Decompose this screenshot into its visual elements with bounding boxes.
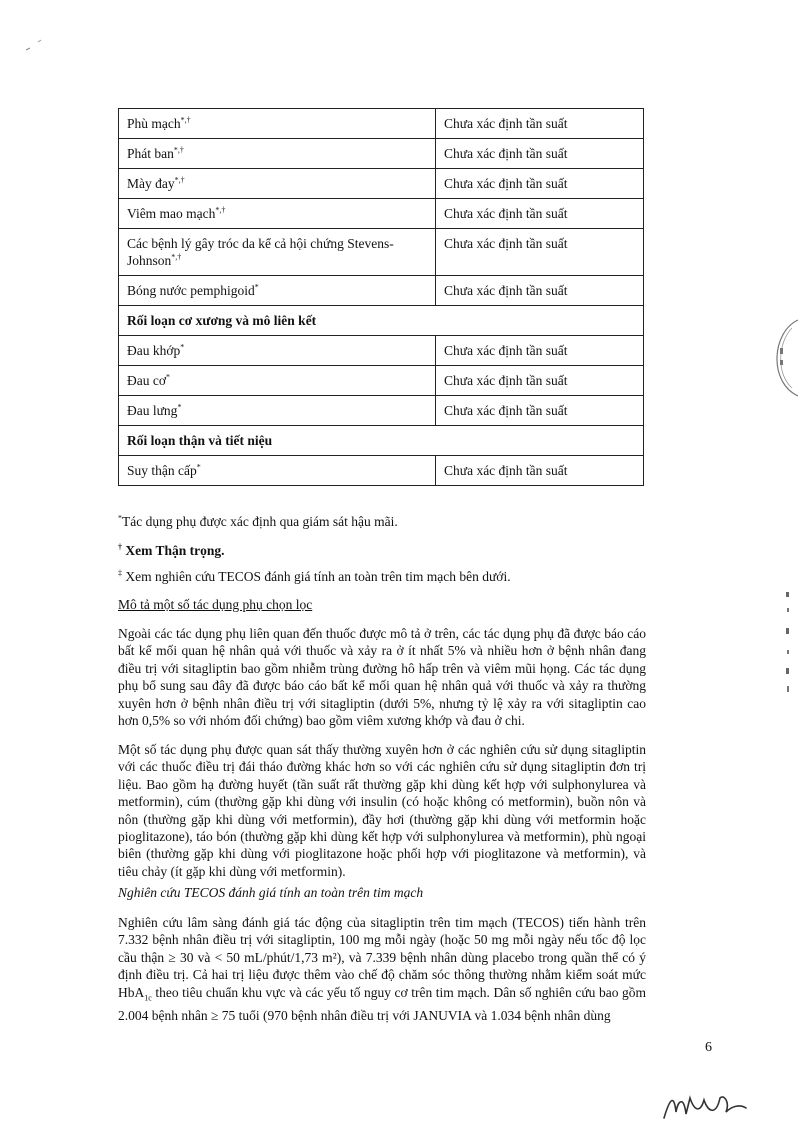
adverse-effect-cell bbox=[119, 336, 436, 366]
adverse-effect-cell bbox=[119, 139, 436, 169]
adverse-effect-cell bbox=[119, 169, 436, 199]
frequency-cell: Chưa xác định tần suất bbox=[436, 229, 644, 276]
tecos-text-part-b: theo tiêu chuẩn khu vực và các yếu tố nguy cơ trên tim mạch. Dân số nghiên cứu bao gồm 2.004 bệnh nhân ≥ 75 tuổi (970 bệnh nhân điều trị với JANUVIA và 1.034 bệnh nhân dùng bbox=[118, 984, 646, 1023]
adverse-effect-label: Suy thận cấp bbox=[127, 463, 197, 478]
adverse-effect-label: Đau lưng bbox=[127, 403, 178, 418]
footnote-post-marketing bbox=[118, 513, 398, 530]
adverse-effect-cell bbox=[119, 276, 436, 306]
frequency-cell: Chưa xác định tần suất bbox=[436, 139, 644, 169]
section-title: Rối loạn thận và tiết niệu bbox=[119, 426, 644, 456]
corner-scan-marks bbox=[24, 38, 54, 58]
tecos-text-part-a: Nghiên cứu lâm sàng đánh giá tác động của sitagliptin trên tim mạch (TECOS) tiến hành trên 7.332 bệnh nhân điều trị với sitagliptin, 100 mg mỗi ngày (hoặc 50 mg mỗi ngày nếu tốc độ lọc cầu thận ≥ 30 và < 50 mL/phút/1,73 m²), và 7.339 bệnh nhân dùng placebo trong quần thể có ý định điều trị. Cả hai trị liệu được thêm vào chế độ chăm sóc thông thường nhằm kiểm soát mức bbox=[118, 915, 646, 983]
footnote-tecos bbox=[118, 568, 511, 585]
frequency-cell: Chưa xác định tần suất bbox=[436, 366, 644, 396]
adverse-effect-cell bbox=[119, 229, 436, 276]
table-row bbox=[119, 366, 644, 396]
adverse-effect-label: Phù mạch bbox=[127, 116, 181, 131]
adverse-effect-label: Các bệnh lý gây tróc da kể cả hội chứng Stevens-Johnson bbox=[127, 236, 394, 268]
footnote-mark-double-dagger: ‡ bbox=[118, 568, 122, 578]
footnote-reference: *,† bbox=[174, 175, 185, 185]
table-section-row bbox=[119, 306, 644, 336]
stamp-fragment-image bbox=[762, 318, 800, 398]
frequency-cell: Chưa xác định tần suất bbox=[436, 199, 644, 229]
footnote-reference: *,† bbox=[180, 115, 191, 125]
footnote-reference: *,† bbox=[215, 205, 226, 215]
footnote-reference: * bbox=[180, 342, 185, 352]
frequency-cell: Chưa xác định tần suất bbox=[436, 456, 644, 486]
paragraph-tecos-study bbox=[118, 914, 646, 1024]
adverse-effect-label: Đau cơ bbox=[127, 373, 166, 388]
paragraph-combination-therapy-effects: Một số tác dụng phụ được quan sát thấy thường xuyên hơn ở các nghiên cứu sử dụng sitagliptin với các thuốc điều trị đái tháo đường khác hơn so với các nghiên cứu sử dụng sitagliptin đơn trị liệu. Bao gồm hạ đường huyết (tần suất rất thường gặp khi dùng kết hợp với sulphonylurea và metformin), cúm (thường gặp khi dùng với insulin (có hoặc không có metformin), buồn nôn và nôn (thường gặp khi dùng với metformin), đầy hơi (thường gặp khi dùng với metformin hoặc pioglitazone), táo bón (thường gặp khi dùng kết hợp với sulphonylurea và metformin), phù ngoại biên (thường gặp khi dùng với pioglitazone hoặc phối hợp với pioglitazone và metformin), và tiêu chảy (ít gặp khi dùng với metformin). bbox=[118, 742, 646, 879]
adverse-effect-cell bbox=[119, 456, 436, 486]
table-row bbox=[119, 109, 644, 139]
table-row bbox=[119, 276, 644, 306]
footnote-text: Xem nghiên cứu TECOS đánh giá tính an toàn trên tim mạch bên dưới. bbox=[125, 569, 511, 584]
paragraph-adverse-effects-summary: Ngoài các tác dụng phụ liên quan đến thuốc được mô tả ở trên, các tác dụng phụ đã được báo cáo bất kể mối quan hệ nhân quả với thuốc và xảy ra ở ít nhất 5% và nhiều hơn ở bệnh nhân đang điều trị với sitagliptin bao gồm nhiễm trùng đường hô hấp trên và viêm mũi họng. Các tác dụng phụ bổ sung sau đây đã được báo cáo bất kể mối quan hệ nhân quả với thuốc và xảy ra thường xuyên hơn ở bệnh nhân điều trị với sitagliptin (dưới 5%, nhưng tỷ lệ xảy ra với sitagliptin cao hơn 0,5% so với nhóm đối chứng) bao gồm viêm xương khớp và đau ở chi. bbox=[118, 626, 646, 729]
margin-artifact-image bbox=[778, 588, 796, 698]
hba1c-label: HbA bbox=[118, 984, 145, 1000]
table-row bbox=[119, 396, 644, 426]
adverse-effects-table bbox=[118, 108, 644, 486]
table-row bbox=[119, 456, 644, 486]
page-number: 6 bbox=[705, 1040, 712, 1055]
footnote-mark-asterisk: * bbox=[118, 513, 122, 523]
frequency-cell: Chưa xác định tần suất bbox=[436, 169, 644, 199]
adverse-effect-label: Phát ban bbox=[127, 146, 174, 161]
adverse-effect-label: Mày đay bbox=[127, 176, 175, 191]
table-row bbox=[119, 336, 644, 366]
adverse-effect-label: Đau khớp bbox=[127, 343, 181, 358]
table-section-row bbox=[119, 426, 644, 456]
table-row bbox=[119, 169, 644, 199]
section-heading-tecos: Nghiên cứu TECOS đánh giá tính an toàn trên tim mạch bbox=[118, 885, 424, 900]
frequency-cell: Chưa xác định tần suất bbox=[436, 336, 644, 366]
footnote-precautions bbox=[118, 542, 225, 559]
frequency-cell: Chưa xác định tần suất bbox=[436, 276, 644, 306]
adverse-effect-label: Bóng nước pemphigoid bbox=[127, 283, 255, 298]
adverse-effect-label: Viêm mao mạch bbox=[127, 206, 216, 221]
footnote-reference: * bbox=[254, 282, 259, 292]
adverse-effect-cell bbox=[119, 109, 436, 139]
footnote-reference: *,† bbox=[171, 252, 182, 262]
table-row bbox=[119, 199, 644, 229]
section-title: Rối loạn cơ xương và mô liên kết bbox=[119, 306, 644, 336]
hba1c-subscript: 1c bbox=[144, 993, 152, 1003]
table-row bbox=[119, 139, 644, 169]
footnote-mark-dagger: † bbox=[118, 542, 122, 552]
adverse-effects-table-body bbox=[119, 109, 644, 486]
footnote-reference: * bbox=[166, 372, 170, 382]
table-row bbox=[119, 229, 644, 276]
adverse-effect-cell bbox=[119, 366, 436, 396]
footnote-reference: *,† bbox=[173, 145, 184, 155]
footnote-text: Xem Thận trọng. bbox=[125, 543, 225, 558]
adverse-effect-cell bbox=[119, 396, 436, 426]
footnote-reference: * bbox=[196, 462, 201, 472]
handwritten-signature-image bbox=[660, 1088, 750, 1124]
footnote-reference: * bbox=[177, 402, 182, 412]
frequency-cell: Chưa xác định tần suất bbox=[436, 109, 644, 139]
footnote-text: Tác dụng phụ được xác định qua giám sát hậu mãi. bbox=[122, 514, 398, 529]
section-heading-selected-adverse-effects: Mô tả một số tác dụng phụ chọn lọc bbox=[118, 597, 313, 612]
frequency-cell: Chưa xác định tần suất bbox=[436, 396, 644, 426]
adverse-effect-cell bbox=[119, 199, 436, 229]
